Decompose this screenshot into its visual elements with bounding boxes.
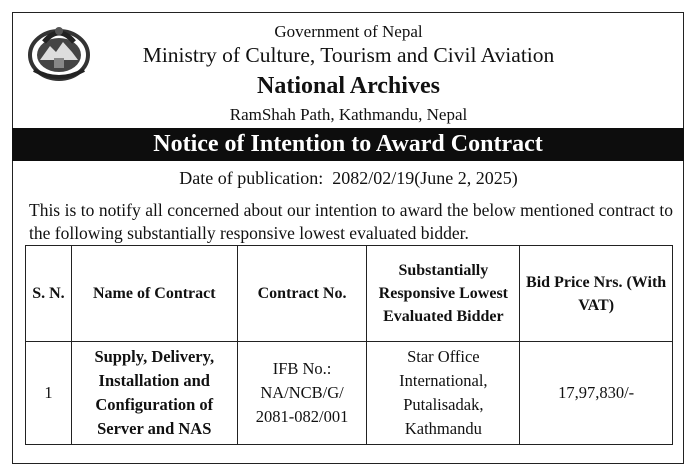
publication-date: [0, 168, 697, 189]
government-name: Government of Nepal: [274, 22, 423, 41]
column-header: Bid Price Nrs. (With VAT): [520, 246, 673, 342]
table-header-row: [26, 246, 673, 342]
notice-title: Notice of Intention to Award Contract: [12, 128, 684, 161]
office-name: National Archives: [257, 73, 440, 99]
award-table: [25, 245, 673, 445]
notice-intro: This is to notify all concerned about our intention to award the below mentioned contract to the following substantially responsive lowest evaluated bidder.: [29, 200, 673, 243]
column-header: Contract No.: [237, 246, 367, 342]
ministry-name: Ministry of Culture, Tourism and Civil Aviation: [142, 43, 555, 67]
publication-date-label: Date of publication:: [179, 168, 324, 188]
serial-number: 1: [26, 342, 72, 445]
bid-price: 17,97,830/-: [520, 342, 673, 445]
column-header: S. N.: [26, 246, 72, 342]
column-header: Substantially Responsive Lowest Evaluated Bidder: [367, 246, 520, 342]
table-row: [26, 342, 673, 445]
bidder-name: Star Office International, Putalisadak, Kathmandu: [367, 342, 520, 445]
contract-name: Supply, Delivery, Installation and Configuration of Server and NAS: [71, 342, 237, 445]
publication-date-value: 2082/02/19(June 2, 2025): [332, 168, 518, 188]
column-header: Name of Contract: [71, 246, 237, 342]
contract-number: IFB No.: NA/NCB/G/ 2081-082/001: [237, 342, 367, 445]
office-address: RamShah Path, Kathmandu, Nepal: [229, 105, 468, 124]
